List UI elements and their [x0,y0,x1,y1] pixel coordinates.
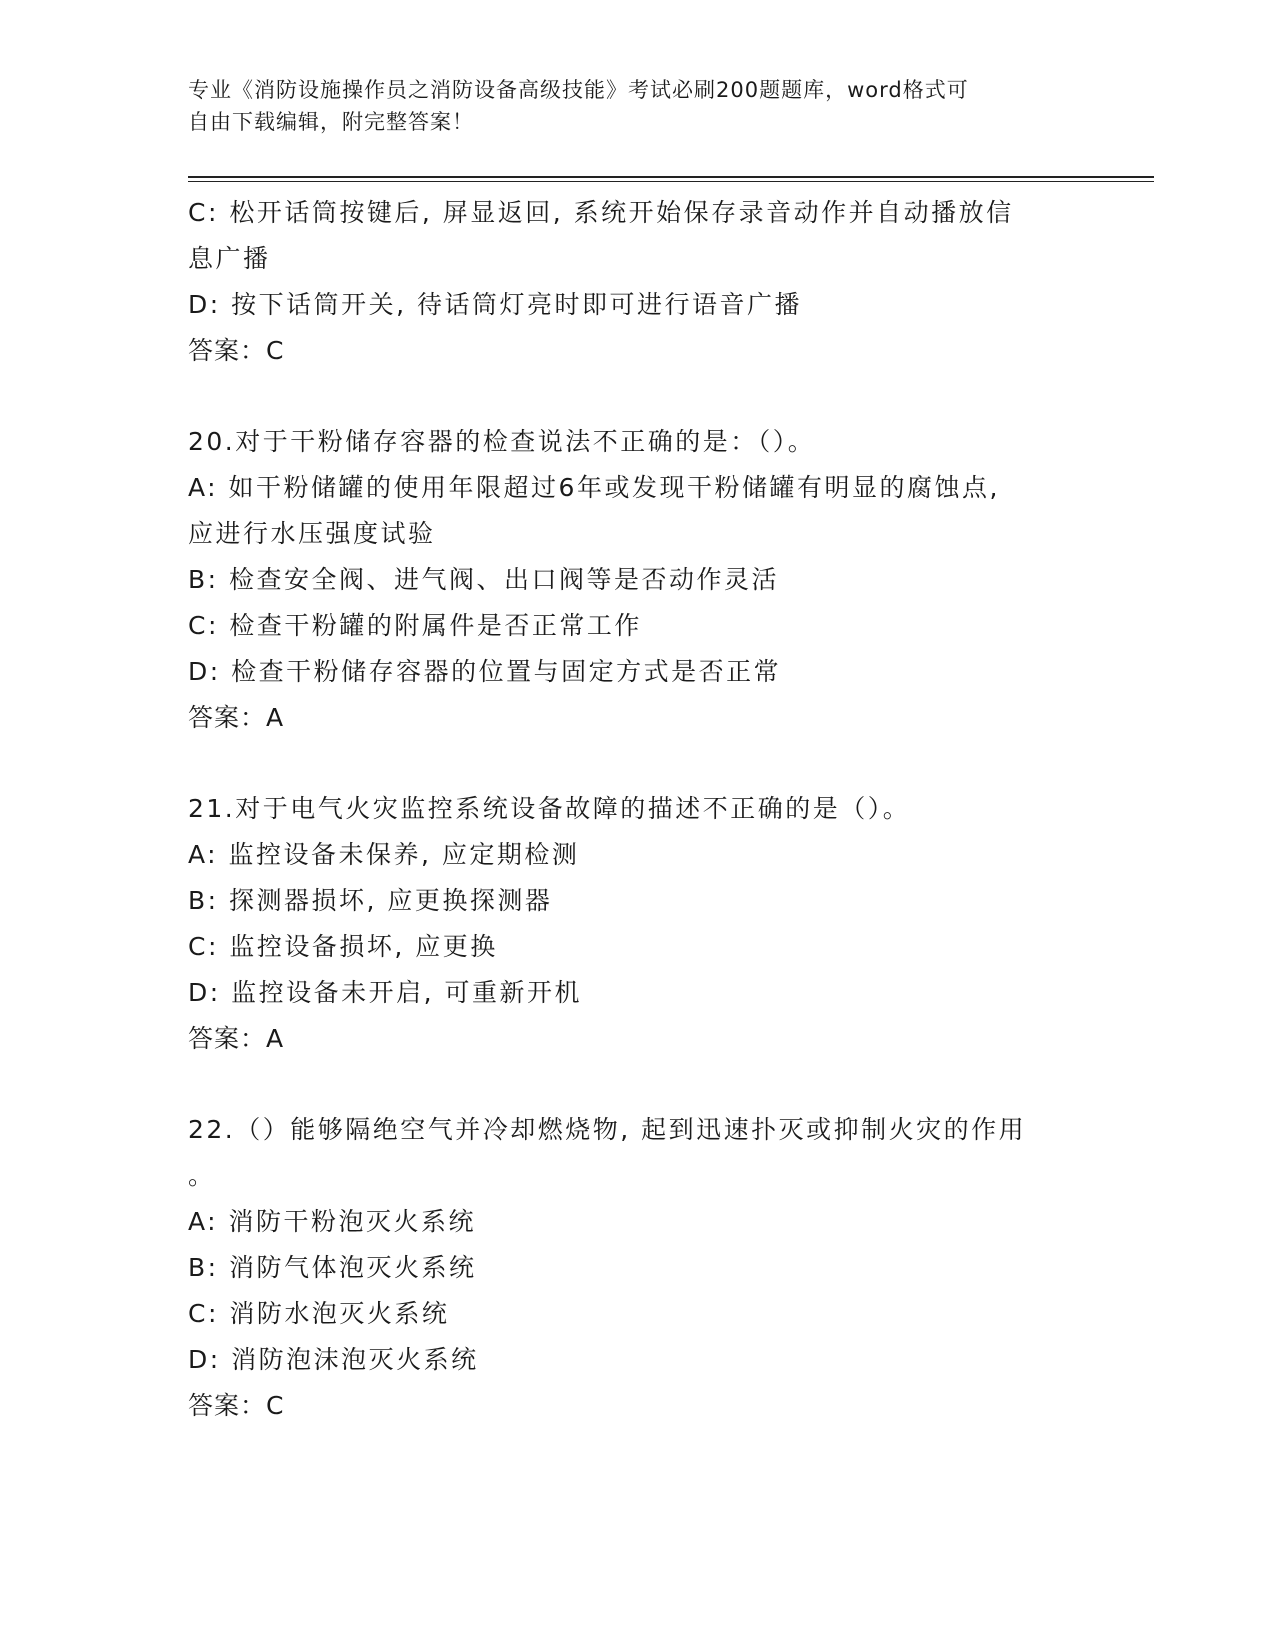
header-title-line-2: 自由下载编辑，附完整答案！ [188,110,474,134]
option-b: B: 消防气体泡灭火系统 [188,1253,477,1282]
header-title-line-1: 专业《消防设施操作员之消防设备高级技能》考试必刷200题题库，word格式可 [188,78,969,102]
option-d: D: 按下话筒开关, 待话筒灯亮时即可进行语音广播 [188,290,803,319]
option-a-continued: 应进行水压强度试验 [188,519,436,548]
option-a: A: 监控设备未保养, 应定期检测 [188,840,580,869]
question-text: 20.对于干粉储存容器的检查说法不正确的是：（）。 [188,427,816,456]
option-c: C: 消防水泡灭火系统 [188,1299,450,1328]
answer: 答案：C [188,336,285,365]
question-text-continued: 。 [188,1161,216,1190]
answer: 答案：A [188,703,285,732]
question-19-tail [188,190,1088,374]
spacer [188,374,1088,419]
option-c: C: 检查干粉罐的附属件是否正常工作 [188,611,642,640]
option-c-continued: 息广播 [188,244,271,273]
answer: 答案：A [188,1024,285,1053]
option-d: D: 检查干粉储存容器的位置与固定方式是否正常 [188,657,782,686]
question-21 [188,786,1088,1062]
question-22 [188,1107,1088,1429]
option-b: B: 探测器损坏, 应更换探测器 [188,886,553,915]
question-text: 22.（）能够隔绝空气并冷却燃烧物, 起到迅速扑灭或抑制火灾的作用 [188,1115,1027,1144]
option-a: A: 如干粉储罐的使用年限超过6年或发现干粉储罐有明显的腐蚀点, [188,473,1000,502]
option-a: A: 消防干粉泡灭火系统 [188,1207,477,1236]
option-d: D: 监控设备未开启, 可重新开机 [188,978,583,1007]
question-text: 21.对于电气火灾监控系统设备故障的描述不正确的是（）。 [188,794,911,823]
answer: 答案：C [188,1391,285,1420]
option-c: C: 监控设备损坏, 应更换 [188,932,498,961]
header-divider-thick [188,176,1154,178]
question-20 [188,419,1088,741]
header-divider-thin [188,181,1154,182]
option-d: D: 消防泡沫泡灭火系统 [188,1345,479,1374]
document-header [188,74,1088,138]
spacer [188,1062,1088,1107]
option-b: B: 检查安全阀、进气阀、出口阀等是否动作灵活 [188,565,780,594]
option-c: C: 松开话筒按键后, 屏显返回, 系统开始保存录音动作并自动播放信 [188,198,1014,227]
spacer [188,741,1088,786]
question-list [188,190,1088,1429]
